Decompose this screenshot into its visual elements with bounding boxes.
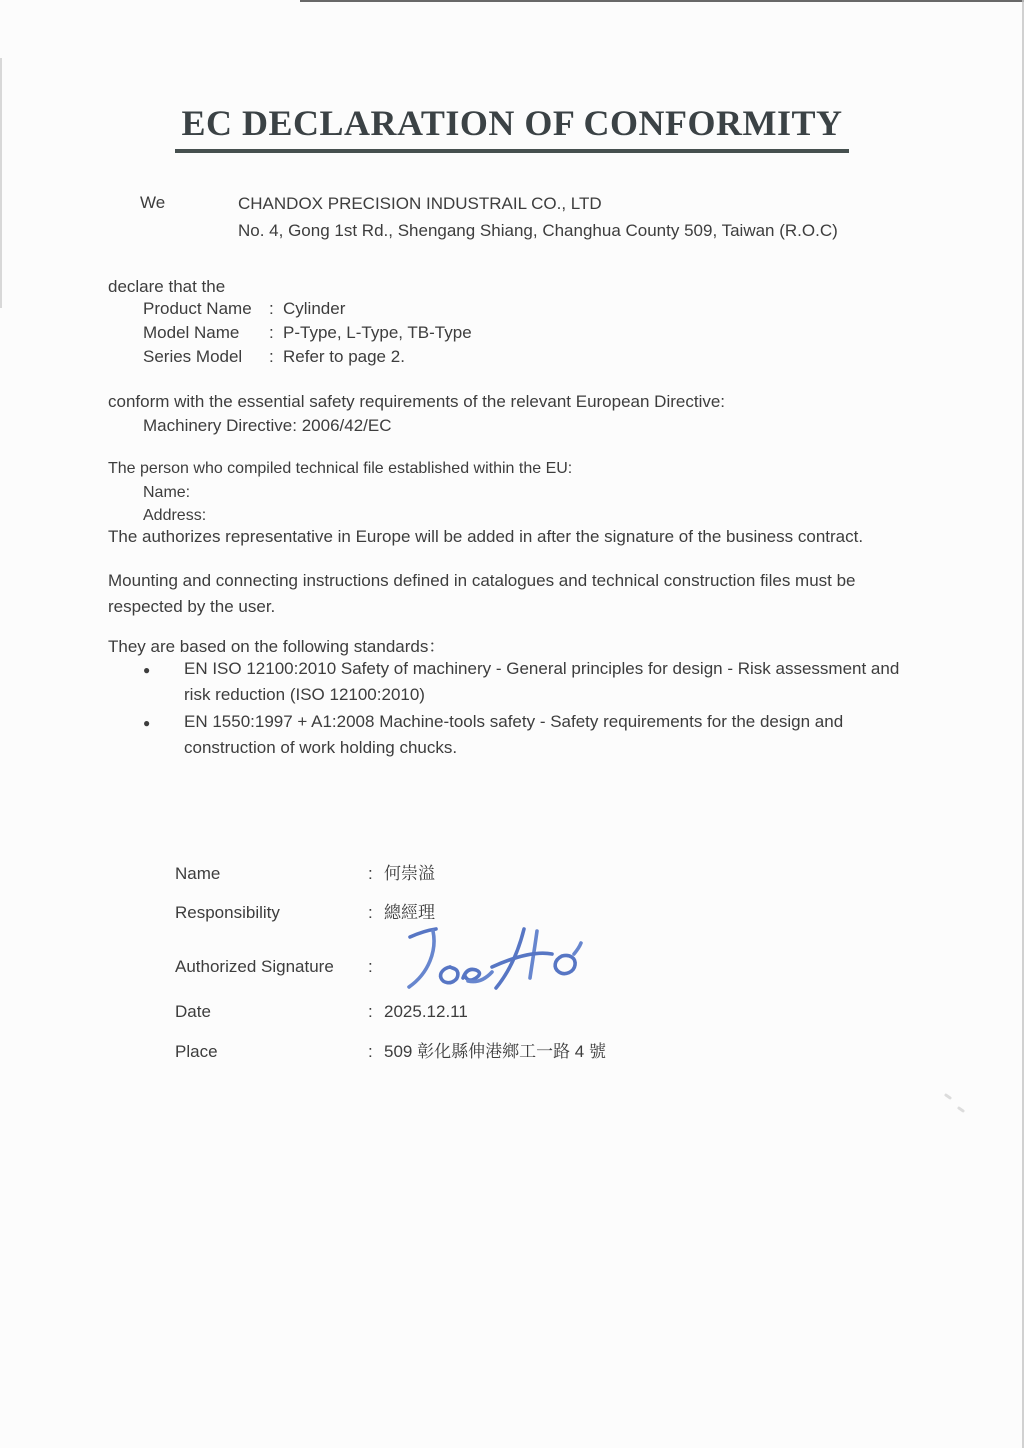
scan-artifact-speck <box>957 1106 965 1113</box>
representative-line: The authorizes representative in Europe will be added in after the signature of the business contract. <box>108 527 864 546</box>
field-value: Cylinder <box>283 299 346 318</box>
scan-artifact-left-edge <box>0 58 2 308</box>
page-title: EC DECLARATION OF CONFORMITY <box>175 102 848 153</box>
row-label: Date <box>175 1002 211 1021</box>
signature-joe-ho-icon <box>384 926 589 1006</box>
colon: : <box>269 299 274 318</box>
signature-row-authorized-signature <box>175 955 384 979</box>
field-value: P-Type, L-Type, TB-Type <box>283 323 472 342</box>
declare-intro: declare that the <box>108 277 226 296</box>
directive-line: Machinery Directive: 2006/42/EC <box>143 416 392 435</box>
we-label: We <box>140 193 166 212</box>
company-name: CHANDOX PRECISION INDUSTRAIL CO., LTD <box>238 194 602 213</box>
scan-artifact-speck <box>944 1093 952 1100</box>
field-label: Series Model <box>143 347 243 366</box>
conform-line: conform with the essential safety requirements of the relevant European Directive: <box>108 392 726 411</box>
product-fields <box>143 297 472 369</box>
field-model-name <box>143 321 472 345</box>
company-address: No. 4, Gong 1st Rd., Shengang Shiang, Changhua County 509, Taiwan (R.O.C) <box>238 221 838 240</box>
row-label: Authorized Signature <box>175 957 334 976</box>
field-label: Model Name <box>143 323 240 342</box>
colon: : <box>368 864 373 883</box>
row-label: Name <box>175 864 221 883</box>
bullet-icon: ● <box>143 716 151 730</box>
field-product-name <box>143 297 472 321</box>
row-value: 何崇溢 <box>384 864 435 883</box>
standard-text: EN ISO 12100:2010 Safety of machinery - General principles for design - Risk assessment and risk reduction (ISO 12100:2010) <box>184 659 900 704</box>
colon: : <box>368 1002 373 1021</box>
field-series-model <box>143 345 472 369</box>
list-item <box>143 709 916 761</box>
row-label: Responsibility <box>175 903 280 922</box>
scan-artifact-top-edge <box>300 0 1024 2</box>
row-label: Place <box>175 1042 218 1061</box>
signature-row-responsibility <box>175 901 435 925</box>
company-block <box>238 190 838 244</box>
signature-row-place <box>175 1040 606 1064</box>
colon: : <box>368 1042 373 1061</box>
mounting-paragraph: Mounting and connecting instructions defined in catalogues and technical construction files must be respected by the user. <box>108 571 856 616</box>
standards-list <box>143 656 916 762</box>
list-item <box>143 656 916 708</box>
standards-intro: They are based on the following standards： <box>108 637 446 656</box>
person-name-label: Name: <box>143 484 191 501</box>
field-value: Refer to page 2. <box>283 347 405 366</box>
person-compiled-line: The person who compiled technical file established within the EU: <box>108 460 573 477</box>
colon: : <box>368 903 373 922</box>
standard-text: EN 1550:1997 + A1:2008 Machine-tools safety - Safety requirements for the design and construction of work holding chucks. <box>184 712 844 757</box>
colon: : <box>269 323 274 342</box>
row-value: 2025.12.11 <box>384 1002 468 1021</box>
row-value: 總經理 <box>384 903 435 922</box>
person-address-label: Address: <box>143 507 207 524</box>
colon: : <box>269 347 274 366</box>
signature-row-name <box>175 862 435 886</box>
colon: : <box>368 957 373 976</box>
bullet-icon: ● <box>143 663 151 677</box>
document-header <box>0 102 1024 153</box>
row-value: 509 彰化縣伸港鄉工一路 4 號 <box>384 1042 606 1061</box>
field-label: Product Name <box>143 299 252 318</box>
